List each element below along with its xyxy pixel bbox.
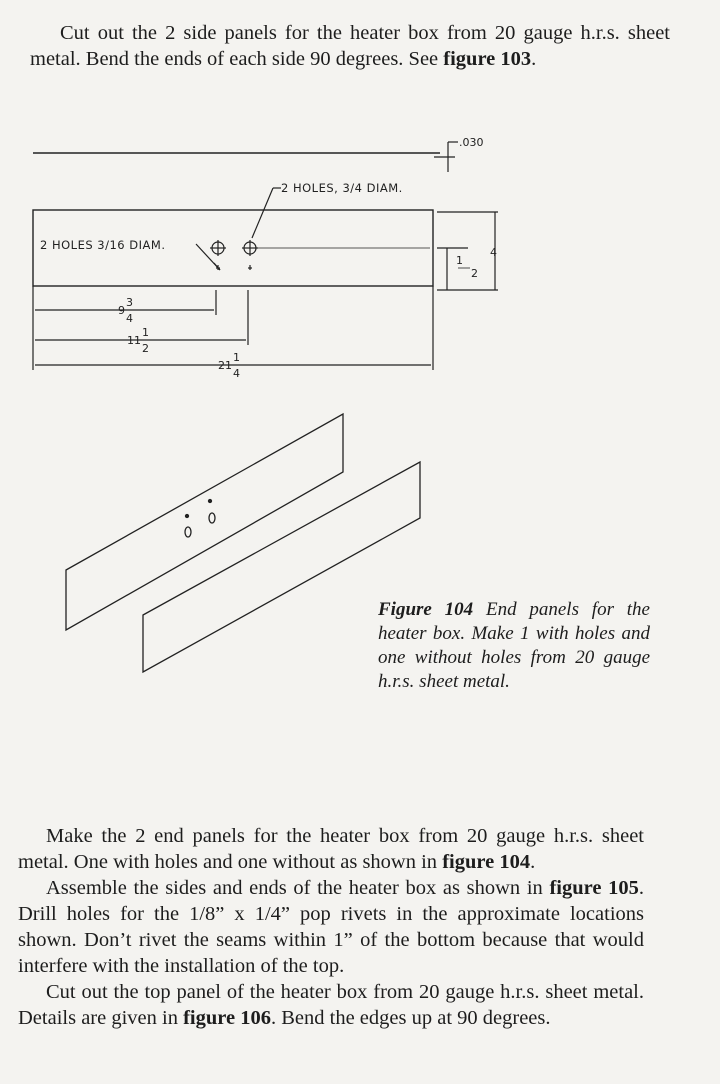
body-text — [18, 823, 644, 1031]
holes-small-label: 2 HOLES 3/16 DIAM. — [40, 238, 166, 252]
paragraph-3-text: Cut out the top panel of the heater box from 20 gauge h.r.s. sheet metal. Details are given in — [18, 981, 644, 1029]
figure-103-ref: figure 103 — [443, 48, 532, 70]
dim-21-frac-num: 1 — [233, 351, 240, 364]
paragraph-2-end: . Drill holes for the 1/8” x 1/4” pop rivets in the approximate locations shown. Don’t rivet the seams within 1” of the bottom because that would interfere with the installation of the top. — [18, 877, 644, 977]
figure-104-ref: figure 104 — [442, 851, 531, 873]
dim-21-1-4: 21 — [218, 359, 232, 372]
dim-9-frac-num: 3 — [126, 296, 133, 309]
holes-large-label: 2 HOLES, 3/4 DIAM. — [281, 181, 403, 195]
figure-105-ref: figure 105 — [549, 877, 639, 899]
dim-21-frac-den: 4 — [233, 367, 240, 380]
intro-end: . — [531, 48, 537, 70]
dim-9-3-4: 9 — [118, 304, 125, 317]
dim-11-frac-num: 1 — [142, 326, 149, 339]
intro-paragraph — [30, 20, 670, 72]
height-half-num: 1 — [456, 254, 463, 267]
figure-104-label: Figure 104 — [378, 599, 474, 620]
height-half-den: 2 — [471, 267, 478, 280]
figure-104-caption — [378, 598, 650, 694]
dim-11-1-2: 11 — [127, 334, 141, 347]
caption-text: End panels for the heater box. Make 1 with holes and one without holes from 20 gauge h.r.s. sheet metal. — [378, 599, 650, 692]
height-4: 4 — [490, 246, 497, 259]
thickness-label: .030 — [459, 136, 484, 149]
dim-11-frac-den: 2 — [142, 342, 149, 355]
paragraph-1-end: . — [530, 851, 536, 873]
paragraph-1-text: Make the 2 end panels for the heater box from 20 gauge h.r.s. sheet metal. One with holes and one without as shown in — [18, 825, 644, 873]
dim-9-frac-den: 4 — [126, 312, 133, 325]
paragraph-3-end: . Bend the edges up at 90 degrees. — [270, 1007, 551, 1029]
intro-text: Cut out the 2 side panels for the heater box from 20 gauge h.r.s. sheet metal. Bend the ends of each side 90 degrees. See — [30, 22, 670, 70]
paragraph-2-text: Assemble the sides and ends of the heater box as shown in — [46, 877, 550, 899]
figure-106-ref: figure 106 — [183, 1007, 271, 1029]
